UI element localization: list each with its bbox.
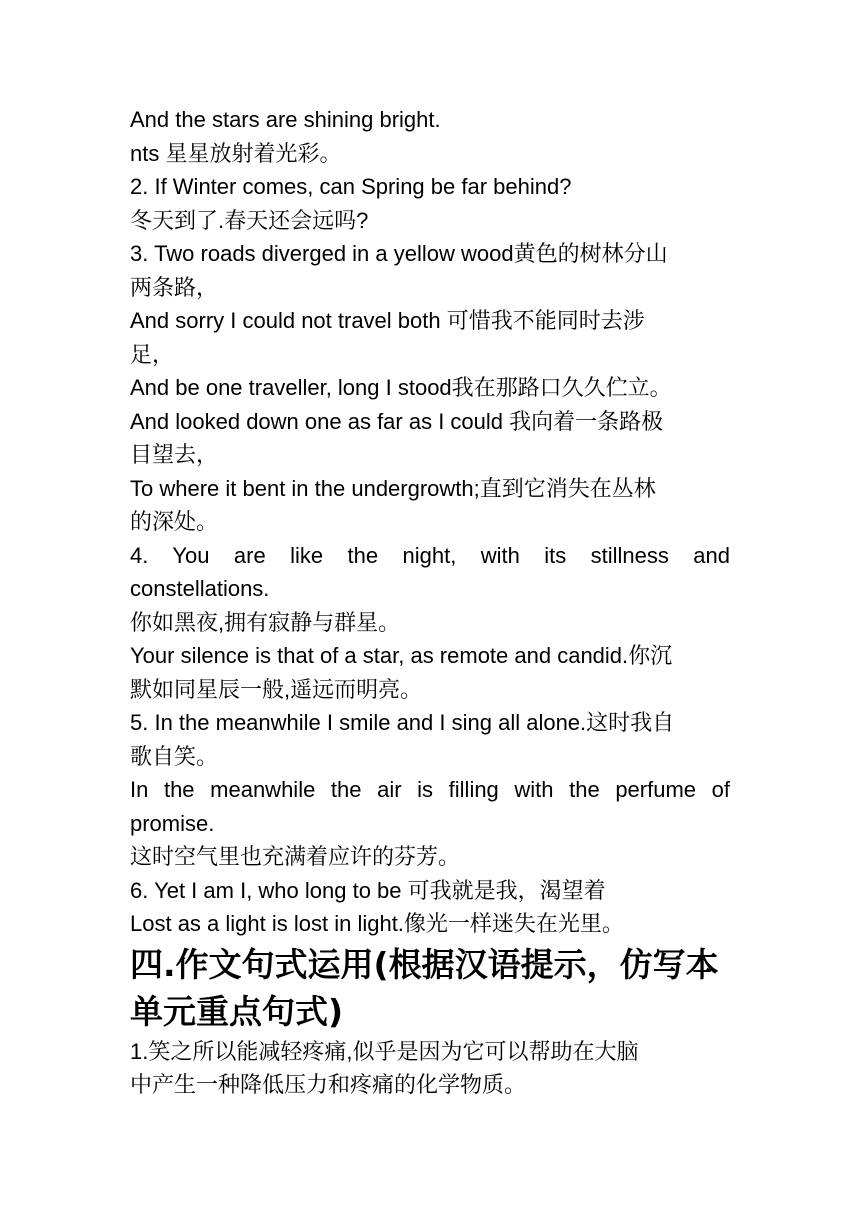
text-line: In the meanwhile the air is filling with the perfume of	[130, 777, 730, 802]
section-heading: 四.作文句式运用(根据汉语提示，仿写本	[130, 944, 719, 984]
text-line: 足，	[130, 341, 175, 367]
text-line: To where it bent in the undergrowth;直到它消失在丛林	[130, 475, 656, 501]
text-line: And looked down one as far as I could 我向着一条路极	[130, 408, 664, 434]
text-line: 的深处。	[130, 509, 219, 534]
text-line: And the stars are shining bright.	[130, 107, 441, 132]
document-page	[130, 103, 730, 1102]
text-line: 2. If Winter comes, can Spring be far behind?	[130, 174, 572, 199]
text-line: 4. You are like the night, with its stillness and	[130, 542, 730, 568]
text-line: 6. Yet I am I, who long to be 可我就是我，渴望着	[130, 877, 606, 903]
exercise-line: 中产生一种降低压力和疼痛的化学物质。	[130, 1072, 527, 1097]
text-line: 3. Two roads diverged in a yellow wood黄色的树林分山	[130, 241, 668, 266]
text-line: Your silence is that of a star, as remote and candid.你沉	[130, 643, 673, 668]
text-line: constellations.	[130, 576, 270, 601]
text-line: And sorry I could not travel both 可惜我不能同时去涉	[130, 308, 645, 333]
text-line: 默如同星辰一般,遥远而明亮。	[130, 676, 423, 702]
text-line: 两条路，	[130, 274, 219, 300]
exercise-line: 1.笑之所以能减轻疼痛,似乎是因为它可以帮助在大脑	[130, 1038, 639, 1064]
text-line: 这时空气里也充满着应许的芬芳。	[130, 844, 461, 869]
text-line: And be one traveller, long I stood我在那路口久久伫立。	[130, 375, 672, 400]
section-heading: 单元重点句式)	[130, 991, 344, 1031]
text-line: 歌自笑。	[130, 743, 219, 769]
text-line: 目望去，	[130, 442, 219, 467]
text-line: 你如黑夜,拥有寂静与群星。	[130, 609, 401, 635]
text-line: Lost as a light is lost in light.像光一样迷失在光里。	[130, 911, 624, 936]
text-line: promise.	[130, 810, 215, 836]
text-line: 冬天到了.春天还会远吗?	[130, 207, 369, 233]
text-line: 5. In the meanwhile I smile and I sing all alone.这时我自	[130, 710, 675, 735]
text-line: nts 星星放射着光彩。	[130, 140, 342, 166]
